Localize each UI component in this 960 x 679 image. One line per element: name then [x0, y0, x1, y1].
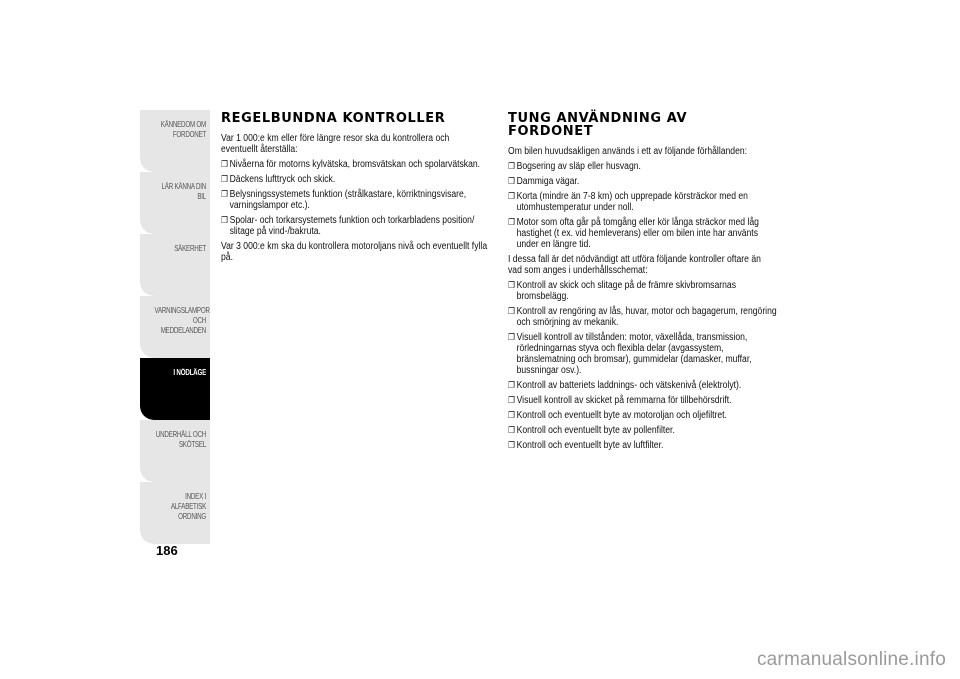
- list-item-text: Däckens lufttryck och skick.: [229, 174, 336, 185]
- list-item: [508, 161, 781, 172]
- checkbox-bullet-icon: ❐: [221, 215, 228, 225]
- list-item: [221, 215, 494, 237]
- chapter-tab-label: UNDERHÅLL OCH SKÖTSEL: [155, 430, 206, 449]
- list-item-text: Korta (mindre än 7-8 km) och upprepade körsträckor med en utomhustemperatur under noll.: [516, 191, 748, 213]
- list-item: [221, 174, 494, 185]
- list-item-text: Kontroll och eventuellt byte av pollenfilter.: [516, 425, 675, 436]
- chapter-tab-3[interactable]: [140, 234, 210, 296]
- list-item: [508, 191, 781, 213]
- intro-text: Var 1 000:e km eller före längre resor ska du kontrollera och eventuellt återställa:: [221, 133, 450, 155]
- checkbox-bullet-icon: ❐: [221, 174, 228, 184]
- chapter-tab-label: SÄKERHET: [174, 244, 206, 253]
- list-item-text: Visuell kontroll av tillstånden: motor, växellåda, transmission, rörledningarnas styva och flexibla delar (avgassystem, bränslematning och bromsar), gummidelar (damasker, muffar, bussningar osv.).: [516, 332, 752, 376]
- section-heading-regular-checks: REGELBUNDNA KONTROLLER: [221, 111, 446, 126]
- list-item-text: Kontroll av skick och slitage på de främre skivbromsarnas bromsbelägg.: [516, 280, 736, 302]
- chapter-tab-label: I NÖDLÄGE: [173, 368, 206, 377]
- list-item: [508, 395, 781, 406]
- checkbox-bullet-icon: ❐: [508, 440, 515, 450]
- list-item-text: Dammiga vägar.: [516, 176, 580, 187]
- list-item-text: Spolar- och torkarsystemets funktion och torkarbladens position/ slitage på vind-/bakruta.: [229, 215, 475, 237]
- list-item: [508, 306, 781, 328]
- intro-text: Om bilen huvudsakligen används i ett av följande förhållanden:: [508, 146, 748, 157]
- list-item-text: Motor som ofta går på tomgång eller kör långa sträckor med låg hastighet (t ex. vid hemleverans) eller om bilen inte har använts under en längre tid.: [516, 217, 759, 250]
- chapter-tab-label: INDEX I ALFABETISK ORDNING: [170, 492, 206, 521]
- list-item-text: Kontroll av batteriets laddnings- och vätskenivå (elektrolyt).: [516, 380, 742, 391]
- list-item: [221, 189, 494, 211]
- list-item: [508, 176, 781, 187]
- list-item-text: Bogsering av släp eller husvagn.: [516, 161, 641, 172]
- outro-text: Var 3 000:e km ska du kontrollera motoroljans nivå och eventuellt fylla på.: [221, 241, 488, 263]
- list-item: [508, 217, 781, 250]
- checkbox-bullet-icon: ❐: [508, 380, 515, 390]
- checkbox-bullet-icon: ❐: [508, 217, 515, 227]
- checkbox-bullet-icon: ❐: [508, 280, 515, 290]
- list-item-text: Nivåerna för motorns kylvätska, bromsvätskan och spolarvätskan.: [229, 159, 481, 170]
- watermark: carmanualsonline.info: [756, 649, 946, 670]
- checkbox-bullet-icon: ❐: [508, 425, 515, 435]
- chapter-tab-1[interactable]: [140, 110, 210, 172]
- checkbox-bullet-icon: ❐: [508, 332, 515, 342]
- checkbox-bullet-icon: ❐: [221, 159, 228, 169]
- chapter-sidebar: [140, 110, 210, 542]
- chapter-tab-label: VARNINGSLAMPOR OCH MEDDELANDEN: [154, 306, 210, 335]
- chapter-tab-2[interactable]: [140, 172, 210, 234]
- chapter-tab-7[interactable]: [140, 482, 210, 544]
- chapter-tab-4[interactable]: [140, 296, 210, 358]
- regular-checks-list: [221, 159, 496, 237]
- checkbox-bullet-icon: ❐: [508, 306, 515, 316]
- chapter-tab-5[interactable]: [140, 358, 210, 420]
- section-heading-heavy-use: TUNG ANVÄNDNING AV FORDONET: [508, 111, 688, 139]
- list-item-text: Kontroll och eventuellt byte av motoroljan och oljefiltret.: [516, 410, 727, 421]
- list-item: [508, 410, 781, 421]
- checkbox-bullet-icon: ❐: [508, 161, 515, 171]
- chapter-tab-label: LÄR KÄNNA DIN BIL: [161, 182, 206, 201]
- list-item: [508, 280, 781, 302]
- list-item-text: Kontroll av rengöring av lås, huvar, motor och bagagerum, rengöring och smörjning av mekanik.: [516, 306, 777, 328]
- list-item: [508, 380, 781, 391]
- list-item: [508, 332, 781, 376]
- chapter-tab-label: KÄNNEDOM OM FORDONET: [160, 120, 206, 139]
- checkbox-bullet-icon: ❐: [221, 189, 228, 199]
- checkbox-bullet-icon: ❐: [508, 191, 515, 201]
- middle-text: I dessa fall är det nödvändigt att utföra följande kontroller oftare än vad som anges i underhållsschemat:: [508, 254, 761, 276]
- list-item: [221, 159, 494, 170]
- conditions-list: [508, 161, 783, 250]
- checkbox-bullet-icon: ❐: [508, 176, 515, 186]
- extra-checks-list: [508, 280, 783, 451]
- left-column: [221, 112, 496, 267]
- page-number: 186: [156, 543, 178, 558]
- checkbox-bullet-icon: ❐: [508, 410, 515, 420]
- list-item-text: Visuell kontroll av skicket på remmarna för tillbehörsdrift.: [516, 395, 732, 406]
- right-column: [508, 112, 783, 455]
- list-item: [508, 425, 781, 436]
- checkbox-bullet-icon: ❐: [508, 395, 515, 405]
- list-item-text: Belysningssystemets funktion (strålkastare, körriktningsvisare, varningslampor etc.).: [229, 189, 467, 211]
- list-item-text: Kontroll och eventuellt byte av luftfilter.: [516, 440, 664, 451]
- chapter-tab-6[interactable]: [140, 420, 210, 482]
- list-item: [508, 440, 781, 451]
